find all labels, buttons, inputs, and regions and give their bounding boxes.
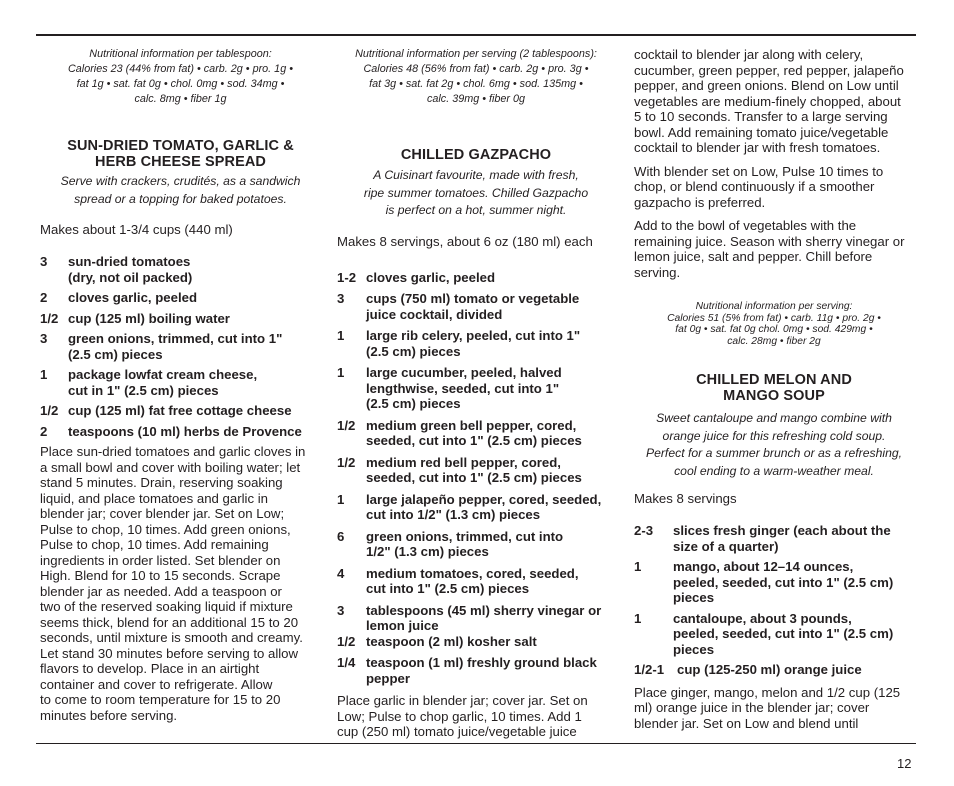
ingredient-line: cantaloupe, about 3 pounds, (673, 610, 852, 626)
method-line: blender jar as needed. Add a teaspoon or (40, 583, 282, 599)
method-line: serving. (634, 264, 681, 280)
ingredient-name (366, 634, 615, 650)
method-line: Add to the bowl of vegetables with the (634, 218, 857, 233)
ingredient-line: lemon juice (366, 618, 439, 633)
method-continued (634, 47, 914, 280)
ingredient-list (634, 523, 914, 678)
method-paragraph (634, 47, 914, 156)
ingredient-qty: 3 (337, 291, 345, 306)
ingredient-item (40, 290, 321, 306)
ingredient-qty: 1 (40, 367, 48, 382)
intro-line: spread or a topping for baked potatoes. (74, 191, 287, 206)
ingredient-qty: 3 (40, 254, 48, 269)
method-paragraph (634, 218, 914, 280)
method-line: seems thick, blend for an additional 15 to 20 (40, 614, 299, 630)
ingredient-line: green onions, trimmed, cut into 1" (68, 331, 283, 346)
ingredient-name (366, 270, 615, 286)
ingredient-item (337, 603, 615, 634)
nutrition-info (337, 47, 615, 107)
intro-line: orange juice for this refreshing cold soup. (662, 428, 886, 443)
ingredient-name (366, 603, 615, 634)
recipe-title (337, 147, 615, 163)
method-line: container and cover to refrigerate. Allow (40, 676, 273, 692)
method-text (634, 685, 914, 732)
ingredient-line: cloves garlic, peeled (68, 290, 198, 305)
method-line: lemon juice, salt and pepper. Chill before (634, 249, 873, 264)
intro-line: ripe summer tomatoes. Chilled Gazpacho (363, 185, 589, 200)
ingredient-line: pieces (673, 590, 715, 605)
intro-line: cool ending to a warm-weather meal. (674, 463, 874, 478)
ingredient-qty: 1/2 (40, 310, 59, 326)
nutrition-line: fat 1g • sat. fat 0g • chol. 0mg • sod. 34mg • (76, 78, 285, 90)
ingredient-line: 1/2" (1.3 cm) pieces (366, 544, 489, 559)
ingredient-qty: 1 (634, 610, 642, 626)
ingredient-item (40, 311, 321, 327)
ingredient-line: medium tomatoes, cored, seeded, (366, 565, 579, 581)
ingredient-line: (2.5 cm) pieces (68, 346, 163, 362)
ingredient-name (677, 662, 914, 678)
ingredient-line: teaspoon (2 ml) kosher salt (366, 633, 537, 649)
ingredient-name (366, 566, 615, 597)
ingredient-line: peeled, seeded, cut into 1" (2.5 cm) (673, 574, 894, 590)
ingredient-name (366, 492, 615, 523)
ingredient-line: cup (125-250 ml) orange juice (677, 662, 862, 677)
ingredient-line: cut into 1" (2.5 cm) pieces (366, 581, 530, 596)
ingredient-qty: 1/2 (337, 417, 356, 433)
intro-line: is perfect on a hot, summer night. (385, 203, 567, 217)
recipe-intro (337, 167, 615, 220)
ingredient-item (337, 634, 615, 650)
method-line: vegetables are medium-finely chopped, about (634, 93, 901, 109)
ingredient-item (337, 270, 615, 286)
ingredient-item (40, 331, 321, 362)
intro-line: Sweet cantaloupe and mango combine with (656, 411, 892, 425)
ingredient-qty: 1 (634, 559, 642, 574)
ingredient-name (366, 655, 615, 686)
ingredient-line: seeded, cut into 1" (2.5 cm) pieces (366, 470, 582, 485)
ingredient-qty: 1/2-1 (634, 662, 665, 677)
method-line: cocktail to blender jar with fresh tomatoes. (634, 140, 881, 155)
nutrition-info (40, 47, 321, 107)
nutrition-line: calc. 8mg • fiber 1g (134, 93, 227, 105)
method-line: minutes before serving. (40, 707, 178, 723)
method-line: two of the reserved soaking liquid if mixture (40, 599, 293, 614)
ingredient-qty: 1/4 (337, 655, 356, 670)
ingredient-qty: 4 (337, 565, 345, 581)
method-line: remaining juice. Season with sherry vinegar or (634, 233, 905, 249)
ingredient-name (68, 367, 321, 398)
ingredient-qty: 3 (40, 331, 48, 346)
method-line: Let stand 30 minutes before serving to allow (40, 645, 299, 661)
top-rule (36, 34, 916, 36)
method-line: cocktail to blender jar along with celery, (634, 47, 864, 62)
yield-text: Makes about 1-3/4 cups (440 ml) (40, 222, 233, 237)
ingredient-line: lengthwise, seeded, cut into 1" (366, 380, 560, 396)
bottom-rule (36, 743, 916, 744)
ingredient-name (366, 291, 615, 322)
ingredient-item (634, 662, 914, 678)
method-line: Place ginger, mango, melon and 1/2 cup (125 (634, 684, 901, 700)
method-line: bowl. Add remaining tomato juice/vegetable (634, 124, 889, 140)
ingredient-qty: 1-2 (337, 269, 357, 285)
ingredient-line: seeded, cut into 1" (2.5 cm) pieces (366, 433, 582, 448)
ingredient-line: large jalapeño pepper, cored, seeded, (366, 491, 602, 507)
ingredient-line: peeled, seeded, cut into 1" (2.5 cm) (673, 626, 894, 641)
ingredient-line: slices fresh ginger (each about the (673, 523, 891, 538)
ingredient-qty: 1/2 (337, 454, 356, 470)
nutrition-line: fat 3g • sat. fat 2g • chol. 6mg • sod. 135mg • (369, 78, 583, 90)
method-line: Place sun-dried tomatoes and garlic cloves in (40, 444, 306, 459)
ingredient-item (337, 328, 615, 359)
ingredient-qty: 1/2 (337, 633, 356, 649)
ingredient-line: package lowfat cream cheese, (68, 367, 258, 382)
method-line: High. Blend for 10 to 15 seconds. Scrape (40, 568, 281, 583)
ingredient-name (366, 365, 615, 412)
intro-line: Perfect for a summer brunch or as a refreshing, (645, 446, 903, 460)
ingredient-line: pepper (366, 670, 410, 686)
method-text (337, 693, 615, 740)
method-line: Place garlic in blender jar; cover jar. Set on (337, 693, 588, 708)
column-middle (337, 47, 615, 740)
title-line: MANGO SOUP (723, 388, 825, 404)
ingredient-item (337, 418, 615, 449)
nutrition-info (634, 301, 914, 347)
ingredient-qty: 1 (337, 328, 345, 343)
ingredient-item (40, 424, 321, 440)
ingredient-item (40, 403, 321, 419)
ingredient-line: teaspoon (1 ml) freshly ground black (366, 655, 597, 670)
ingredient-name (673, 523, 914, 554)
ingredient-name (68, 403, 321, 419)
ingredient-line: (dry, not oil packed) (68, 269, 193, 285)
nutrition-line: Nutritional information per serving (2 tablespoons): (355, 48, 597, 60)
method-line: Pulse to chop, 10 times. Add remaining (40, 537, 269, 552)
ingredient-line: teaspoons (10 ml) herbs de Provence (68, 423, 302, 439)
ingredient-line: large cucumber, peeled, halved (366, 365, 562, 380)
ingredient-item (337, 455, 615, 486)
ingredient-list (40, 254, 321, 439)
nutrition-line: Calories 23 (44% from fat) • carb. 2g • pro. 1g • (68, 63, 293, 75)
ingredient-name (366, 529, 615, 560)
ingredient-item (40, 254, 321, 285)
method-line: gazpacho is preferred. (634, 194, 766, 210)
recipe-intro (40, 173, 321, 208)
ingredient-name (68, 424, 321, 440)
ingredient-name (366, 455, 615, 486)
ingredient-name (673, 611, 914, 658)
ingredient-qty: 1 (337, 491, 345, 507)
method-line: pepper, and green onions. Blend on Low until (634, 78, 899, 93)
ingredient-line: green onions, trimmed, cut into (366, 528, 564, 544)
nutrition-line: calc. 39mg • fiber 0g (427, 93, 525, 105)
intro-line: A Cuisinart favourite, made with fresh, (373, 168, 579, 182)
method-line: ingredients in order listed. Set blender on (40, 552, 281, 568)
ingredient-item (634, 559, 914, 606)
ingredient-line: cloves garlic, peeled (366, 269, 496, 285)
ingredient-line: cut in 1" (2.5 cm) pieces (68, 382, 219, 398)
ingredient-name (68, 290, 321, 306)
ingredient-name (68, 331, 321, 362)
ingredient-line: cut into 1/2" (1.3 cm) pieces (366, 507, 541, 522)
method-line: With blender set on Low, Pulse 10 times to (634, 163, 884, 179)
method-line: ml) orange juice in the blender jar; cover (634, 700, 870, 715)
ingredient-line: medium green bell pepper, cored, (366, 417, 577, 433)
method-line: Pulse to chop, 10 times. Add green onions, (40, 521, 291, 537)
title-line: CHILLED MELON AND (696, 372, 852, 388)
ingredient-name (673, 559, 914, 606)
ingredient-line: cup (125 ml) boiling water (68, 310, 230, 326)
yield-text: Makes 8 servings (634, 491, 737, 506)
method-line: a small bowl and cover with boiling water; let (40, 459, 301, 475)
ingredient-line: juice cocktail, divided (366, 306, 503, 322)
column-right (634, 47, 914, 731)
title-line: CHILLED GAZPACHO (400, 147, 552, 163)
ingredient-name (366, 328, 615, 359)
title-line: SUN-DRIED TOMATO, GARLIC & (67, 138, 294, 154)
ingredient-item (337, 291, 615, 322)
column-left (40, 47, 321, 723)
page-number: 12 (897, 756, 912, 771)
method-line: liquid, and place tomatoes and garlic in (40, 490, 268, 506)
recipe-intro (634, 410, 914, 480)
nutrition-line: Calories 48 (56% from fat) • carb. 2g • pro. 3g • (363, 63, 589, 75)
ingredient-qty: 2-3 (634, 523, 654, 538)
nutrition-line: Nutritional information per serving: (695, 301, 853, 312)
method-text (40, 444, 321, 723)
ingredient-list (337, 270, 615, 687)
recipe-title (634, 372, 914, 404)
method-line: to come to room temperature for 15 to 20 (40, 692, 281, 707)
ingredient-line: tablespoons (45 ml) sherry vinegar or (366, 602, 602, 618)
ingredient-line: (2.5 cm) pieces (366, 396, 461, 411)
method-line: flavors to develop. Place in an airtight (40, 661, 260, 676)
ingredient-qty: 2 (40, 290, 48, 305)
ingredient-line: sun-dried tomatoes (68, 254, 191, 269)
method-paragraph (634, 164, 914, 211)
ingredient-line: large rib celery, peeled, cut into 1" (366, 328, 581, 343)
ingredient-name (68, 254, 321, 285)
method-line: blender jar. Set on Low and blend until (634, 715, 859, 731)
intro-line: Serve with crackers, crudités, as a sandwich (60, 174, 301, 188)
ingredient-item (337, 492, 615, 523)
ingredient-line: pieces (673, 641, 715, 657)
nutrition-line: fat 0g • sat. fat 0g chol. 0mg • sod. 429mg • (675, 324, 873, 335)
ingredient-line: mango, about 12–14 ounces, (673, 559, 854, 574)
ingredient-line: cups (750 ml) tomato or vegetable (366, 291, 580, 306)
ingredient-item (634, 523, 914, 554)
ingredient-qty: 6 (337, 528, 345, 544)
ingredient-name (68, 311, 321, 327)
method-line: 5 to 10 seconds. Transfer to a large serving (634, 109, 888, 124)
ingredient-qty: 3 (337, 602, 345, 618)
yield-text: Makes 8 servings, about 6 oz (180 ml) each (337, 233, 593, 249)
ingredient-qty: 1/2 (40, 403, 59, 418)
method-line: stand 5 minutes. Drain, reserving soaking (40, 475, 283, 490)
recipe-title (40, 138, 321, 170)
ingredient-qty: 1 (337, 365, 345, 380)
ingredient-item (337, 655, 615, 686)
nutrition-line: Calories 51 (5% from fat) • carb. 11g • pro. 2g • (667, 312, 881, 324)
ingredient-line: cup (125 ml) fat free cottage cheese (68, 403, 292, 418)
ingredient-item (40, 367, 321, 398)
method-line: Low; Pulse to chop garlic, 10 times. Add 1 (337, 708, 582, 724)
nutrition-line: Nutritional information per tablespoon: (89, 48, 272, 60)
method-line: blender jar; cover blender jar. Set on Low; (40, 506, 285, 521)
nutrition-line: calc. 28mg • fiber 2g (727, 335, 821, 347)
ingredient-item (337, 365, 615, 412)
method-line: cucumber, green pepper, red pepper, jalapeño (634, 62, 904, 78)
method-line: seconds, until mixture is smooth and creamy. (40, 630, 303, 645)
title-line: HERB CHEESE SPREAD (95, 154, 266, 170)
ingredient-name (366, 418, 615, 449)
ingredient-line: medium red bell pepper, cored, (366, 454, 561, 470)
method-line: cup (250 ml) tomato juice/vegetable juice (337, 724, 577, 739)
ingredient-item (634, 611, 914, 658)
ingredient-qty: 2 (40, 423, 48, 439)
ingredient-item (337, 529, 615, 560)
ingredient-line: (2.5 cm) pieces (366, 343, 461, 359)
ingredient-item (337, 566, 615, 597)
ingredient-line: size of a quarter) (673, 538, 779, 554)
method-line: chop, or blend continuously if a smoother (634, 179, 875, 194)
